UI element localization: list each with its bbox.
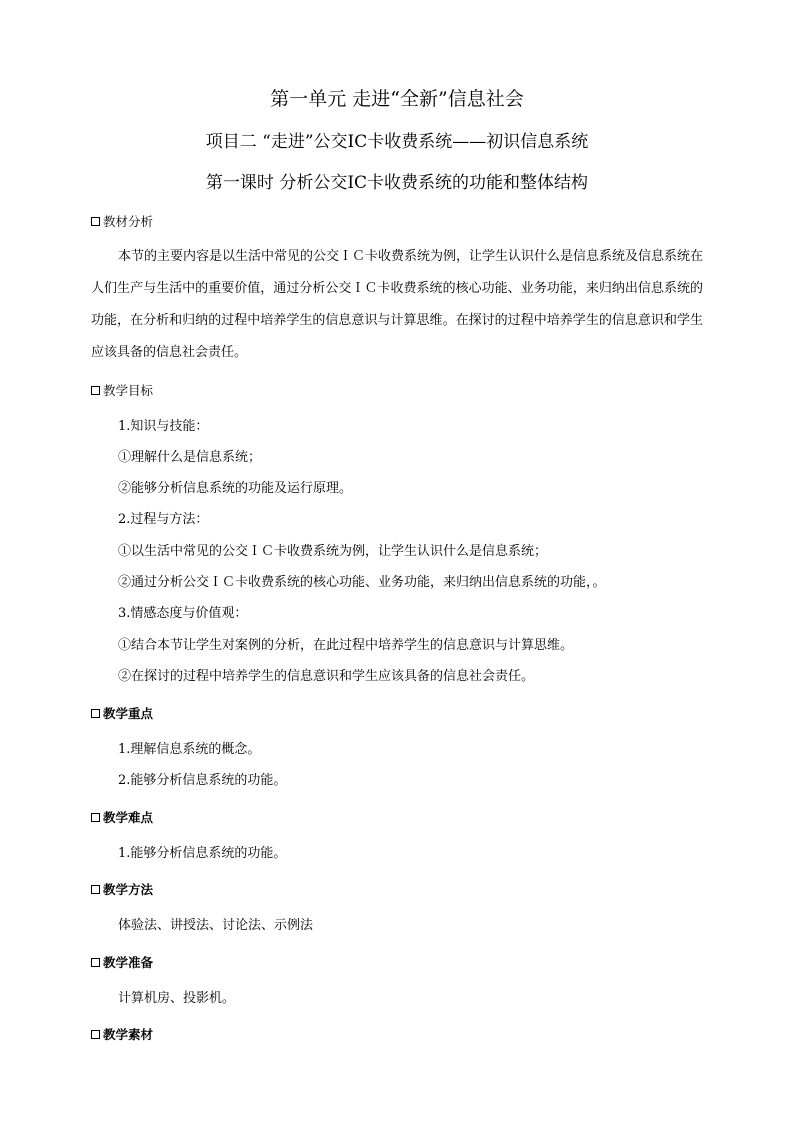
- goal-line: 2.过程与方法：: [118, 512, 209, 527]
- section-heading-analysis: [91, 212, 153, 230]
- goal-line: 3.情感态度与价值观：: [118, 606, 248, 621]
- section-heading-preparation: [91, 953, 153, 971]
- difficulty-line: 1.能够分析信息系统的功能。: [118, 846, 287, 861]
- section-heading-label: 教材分析: [103, 214, 154, 229]
- section-heading-label: 教学目标: [103, 383, 154, 398]
- checkbox-icon: [91, 813, 100, 822]
- goal-line: ①以生活中常见的公交ＩＣ卡收费系统为例，让学生认识什么是信息系统；: [118, 544, 548, 559]
- method-line: 体验法、讲授法、讨论法、示例法: [118, 918, 314, 933]
- checkbox-icon: [91, 1030, 100, 1039]
- section-heading-goals: [91, 381, 153, 399]
- section-heading-label: 教学准备: [103, 955, 154, 970]
- section-heading-label: 教学方法: [103, 882, 154, 897]
- goal-line: ①结合本节让学生对案例的分析，在此过程中培养学生的信息意识与计算思维。: [118, 638, 574, 653]
- section-heading-methods: [91, 880, 153, 898]
- lesson-title: 第一课时 分析公交IC卡收费系统的功能和整体结构: [205, 173, 589, 193]
- checkbox-icon: [91, 709, 100, 718]
- goal-line: ①理解什么是信息系统；: [118, 450, 262, 465]
- section-heading-label: 教学重点: [103, 706, 154, 721]
- goal-line: ②通过分析公交ＩＣ卡收费系统的核心功能、业务功能，来归纳出信息系统的功能，。: [118, 575, 606, 590]
- goal-line: ②能够分析信息系统的功能及运行原理。: [118, 481, 353, 496]
- section-heading-label: 教学难点: [103, 810, 154, 825]
- checkbox-icon: [91, 958, 100, 967]
- preparation-line: 计算机房、投影机。: [118, 991, 236, 1006]
- analysis-paragraph: 本节的主要内容是以生活中常见的公交ＩＣ卡收费系统为例，让学生认识什么是信息系统及信息系统在人们生产与生活中的重要价值，通过分析公交ＩＣ卡收费系统的核心功能、业务功能，来归纳出信息系统的功能，在分析和归纳的过程中培养学生的信息意识与计算思维。在探讨的过程中培养学生的信息意识和学生应该具备的信息社会责任。: [91, 249, 704, 360]
- checkbox-icon: [91, 217, 100, 226]
- project-title: 项目二 “走进”公交IC卡收费系统——初识信息系统: [205, 132, 589, 152]
- checkbox-icon: [91, 386, 100, 395]
- section-heading-label: 教学素材: [103, 1027, 154, 1042]
- section-heading-keypoints: [91, 704, 153, 722]
- checkbox-icon: [91, 885, 100, 894]
- goal-line: ②在探讨的过程中培养学生的信息意识和学生应该具备的信息社会责任。: [118, 669, 535, 684]
- keypoint-line: 1.理解信息系统的概念。: [118, 742, 261, 757]
- section-heading-difficulties: [91, 808, 153, 826]
- goal-line: 1.知识与技能：: [118, 419, 209, 434]
- section-heading-materials: [91, 1025, 153, 1043]
- keypoint-line: 2.能够分析信息系统的功能。: [118, 773, 287, 788]
- unit-title: 第一单元 走进“全新”信息社会: [270, 88, 524, 110]
